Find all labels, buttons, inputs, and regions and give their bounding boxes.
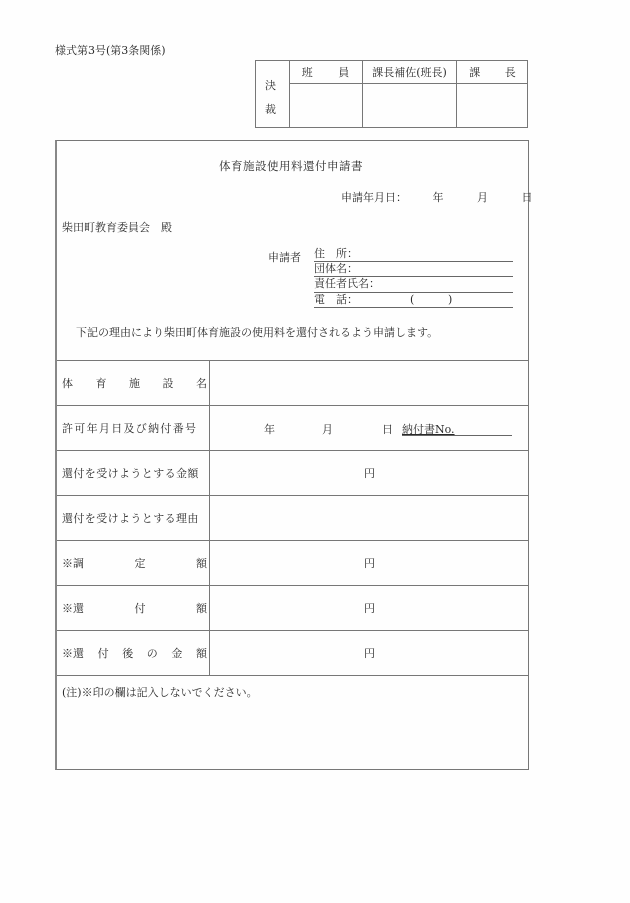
label-char: 付 bbox=[97, 647, 109, 660]
form-number: 様式第3号(第3条関係) bbox=[55, 44, 166, 57]
row-facility-name bbox=[57, 360, 529, 405]
label-char: ※調 bbox=[62, 557, 84, 570]
approval-head-char: 班 bbox=[301, 66, 313, 79]
amount-after-refund-field[interactable]: 円 bbox=[364, 647, 375, 660]
note-section bbox=[57, 675, 529, 770]
approval-stamp-box-staff[interactable] bbox=[289, 84, 362, 126]
label-char: 設 bbox=[162, 377, 174, 390]
application-date-year: 年 bbox=[432, 191, 444, 204]
field-label: 団体名： bbox=[314, 262, 358, 275]
permit-month: 月 bbox=[322, 423, 333, 436]
phone-paren-close: ) bbox=[448, 293, 453, 306]
applicant-group-field[interactable] bbox=[314, 262, 513, 277]
approval-head-chief bbox=[457, 61, 528, 84]
receipt-number-field[interactable] bbox=[402, 421, 512, 436]
row-label bbox=[62, 631, 209, 675]
label-char: の bbox=[146, 647, 158, 660]
permit-year: 年 bbox=[264, 423, 275, 436]
permit-date-field[interactable] bbox=[210, 406, 529, 450]
label-text: 還付を受けようとする理由 bbox=[62, 512, 199, 525]
note-text: (注)※印の欄は記入しないでください。 bbox=[62, 686, 258, 699]
receipt-number-label: 納付書No. bbox=[402, 423, 455, 436]
label-char: 額 bbox=[196, 602, 207, 615]
application-date-day: 日 bbox=[521, 191, 533, 204]
row-refund-reason bbox=[57, 495, 529, 540]
field-label: 責任者氏名： bbox=[314, 277, 380, 290]
label-char: 施 bbox=[129, 377, 140, 390]
approval-label bbox=[256, 61, 290, 127]
requested-amount-field[interactable]: 円 bbox=[364, 467, 375, 480]
approval-head-deputy bbox=[363, 61, 456, 84]
label-char: 名 bbox=[196, 377, 207, 390]
row-label bbox=[62, 496, 207, 540]
row-label bbox=[62, 361, 209, 405]
row-assessed-amount bbox=[57, 540, 529, 585]
applicant-phone-field[interactable] bbox=[314, 293, 513, 308]
row-label bbox=[62, 541, 209, 585]
approval-label-top: 決 bbox=[265, 79, 276, 92]
refund-amount-field[interactable]: 円 bbox=[364, 602, 375, 615]
statement: 下記の理由により柴田町体育施設の使用料を還付されるよう申請します。 bbox=[76, 326, 439, 339]
field-label: 住 所： bbox=[314, 247, 358, 260]
application-form bbox=[55, 140, 533, 770]
approval-stamp-box-deputy[interactable] bbox=[363, 84, 456, 126]
label-text: 許可年月日及び納付番号 bbox=[62, 422, 198, 435]
approval-stamp-box-chief[interactable] bbox=[457, 84, 528, 126]
label-char: ※還 bbox=[62, 602, 84, 615]
assessed-amount-field[interactable]: 円 bbox=[364, 557, 375, 570]
refund-reason-field[interactable] bbox=[210, 496, 529, 540]
row-permit-date bbox=[57, 405, 529, 450]
row-label bbox=[62, 586, 209, 630]
approval-head-char: 員 bbox=[338, 66, 350, 79]
approval-label-bottom: 裁 bbox=[265, 103, 276, 116]
facility-name-field[interactable] bbox=[210, 361, 529, 405]
applicant-label: 申請者 bbox=[268, 251, 301, 264]
row-refund-amount bbox=[57, 585, 529, 630]
label-char: 金 bbox=[171, 647, 183, 660]
field-label: 電 話： bbox=[314, 293, 358, 306]
document-title: 体育施設使用料還付申請書 bbox=[219, 159, 363, 173]
applicant-representative-field[interactable] bbox=[314, 277, 513, 293]
row-requested-amount bbox=[57, 450, 529, 495]
approval-head-char: 長 bbox=[504, 66, 516, 79]
row-label bbox=[62, 406, 207, 450]
phone-paren-open: ( bbox=[410, 293, 415, 306]
application-date[interactable] bbox=[341, 189, 533, 205]
approval-col-chief bbox=[457, 61, 528, 127]
row-amount-after-refund bbox=[57, 630, 529, 675]
approval-stamp-table bbox=[255, 60, 528, 128]
application-date-label: 申請年月日： bbox=[341, 191, 407, 204]
approval-head-char: 課 bbox=[469, 66, 481, 79]
label-char: 体 bbox=[62, 377, 73, 390]
approval-col-staff bbox=[289, 61, 363, 127]
row-label bbox=[62, 451, 207, 495]
label-char: 後 bbox=[122, 647, 134, 660]
approval-col-deputy bbox=[363, 61, 457, 127]
label-char: ※還 bbox=[62, 647, 84, 660]
approval-head-char: 課長補佐(班長) bbox=[372, 66, 447, 79]
label-char: 育 bbox=[95, 377, 107, 390]
label-char: 定 bbox=[134, 557, 146, 570]
approval-head-staff bbox=[289, 61, 362, 84]
permit-day: 日 bbox=[382, 423, 393, 436]
label-char: 付 bbox=[134, 602, 146, 615]
applicant-address-field[interactable] bbox=[314, 247, 513, 262]
label-char: 額 bbox=[196, 557, 207, 570]
addressee: 柴田町教育委員会 殿 bbox=[62, 221, 172, 234]
label-char: 額 bbox=[195, 647, 207, 660]
application-date-month: 月 bbox=[477, 191, 488, 204]
label-text: 還付を受けようとする金額 bbox=[62, 467, 199, 480]
